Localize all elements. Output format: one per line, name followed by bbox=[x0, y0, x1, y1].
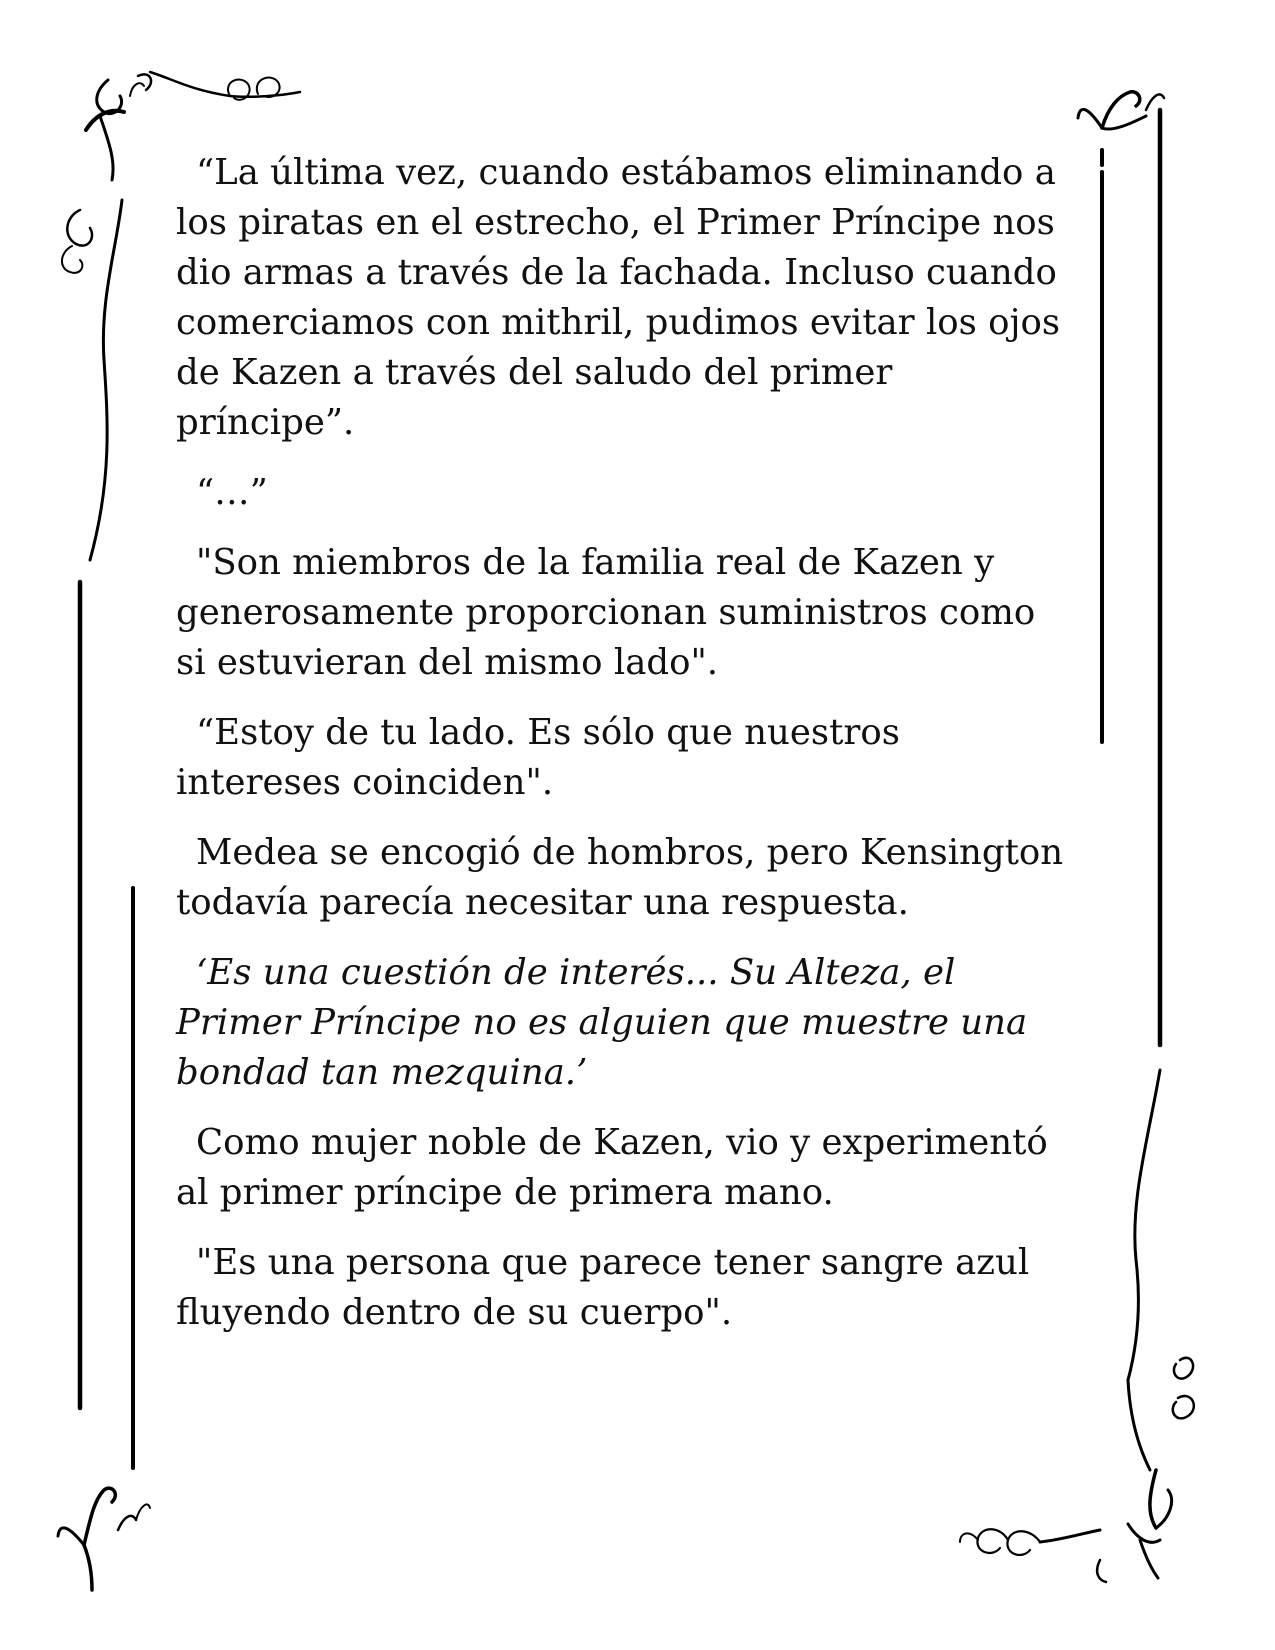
paragraph: Medea se encogió de hombros, pero Kensington todavía parecía necesitar una respuesta. bbox=[176, 832, 1064, 923]
paragraph: “La última vez, cuando estábamos eliminando a los piratas en el estrecho, el Primer Príncipe nos dio armas a través de la fachada. Incluso cuando comerciamos con mithril, pudimos evitar los ojos de Kazen a través del saludo del primer príncipe”. bbox=[176, 152, 1061, 443]
paragraph: “…” bbox=[196, 472, 268, 513]
paragraph: “Estoy de tu lado. Es sólo que nuestros intereses coinciden". bbox=[176, 712, 900, 803]
top-right-flourish-ornament bbox=[1078, 92, 1164, 165]
bottom-left-flourish-ornament bbox=[58, 1488, 150, 1590]
italic-thought-paragraph: ‘Es una cuestión de interés... Su Alteza, el Primer Príncipe no es alguien que muestre una bondad tan mezquina.’ bbox=[176, 952, 1028, 1093]
paragraph: Como mujer noble de Kazen, vio y experimentó al primer príncipe de primera mano. bbox=[176, 1122, 1048, 1213]
body-text bbox=[176, 148, 1076, 1358]
paragraph: "Son miembros de la familia real de Kazen y generosamente proporcionan suministros como si estuvieran del mismo lado". bbox=[176, 542, 1036, 683]
paragraph: "Es una persona que parece tener sangre azul fluyendo dentro de su cuerpo". bbox=[176, 1242, 1030, 1333]
